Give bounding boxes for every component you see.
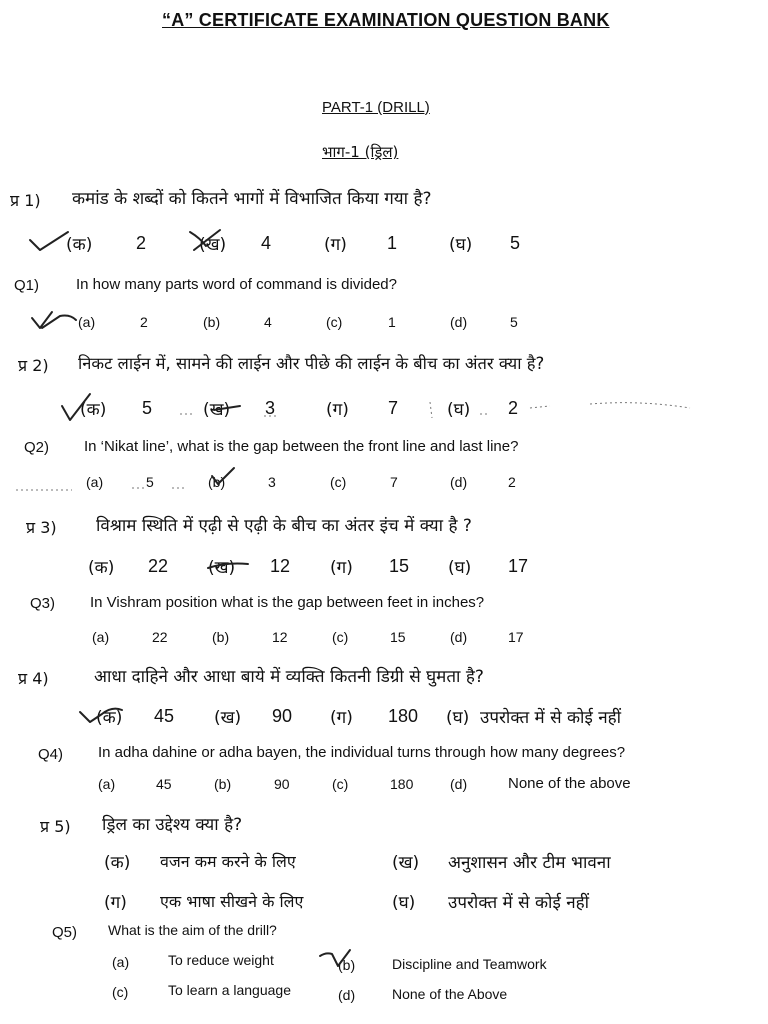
option-value: 5 (142, 398, 153, 418)
option-label: (d) (338, 987, 356, 1003)
option-value: 7 (390, 474, 398, 490)
question-text: In Vishram position what is the gap between feet in inches? (90, 594, 485, 611)
option-label: (c) (326, 314, 343, 330)
option-label: (क) (80, 400, 107, 420)
option-value: None of the above (508, 775, 631, 792)
option-value: 22 (152, 629, 168, 645)
option-value: 2 (140, 314, 148, 330)
option-label: (ग) (330, 558, 353, 578)
option-value: 15 (390, 629, 406, 645)
option-value: 5 (510, 314, 518, 330)
option-value: 4 (264, 314, 272, 330)
option-label: (ख) (392, 853, 420, 873)
option-label: (a) (92, 629, 110, 645)
option-label: (c) (332, 776, 349, 792)
option-label: (क) (66, 235, 93, 255)
question-number: प्र 5) (40, 817, 71, 836)
strikethrough-icon (186, 226, 226, 256)
option-label: (ख) (214, 708, 242, 728)
option-value: 3 (265, 398, 276, 418)
checkmark-icon (318, 948, 352, 972)
checkmark-icon (30, 308, 80, 332)
question-text: In how many parts word of command is divided? (76, 276, 397, 293)
part-heading-english: PART-1 (DRILL) (322, 99, 430, 116)
option-label: (a) (78, 314, 96, 330)
option-label: (c) (330, 474, 347, 490)
option-value: 5 (146, 474, 154, 490)
option-label: (घ) (448, 558, 472, 578)
option-label: (b) (203, 314, 221, 330)
option-value: 45 (156, 776, 172, 792)
option-value: Discipline and Teamwork (392, 956, 547, 972)
question-number: Q3) (30, 595, 56, 612)
option-value: 17 (508, 556, 529, 576)
option-value: उपरोक्त में से कोई नहीं (448, 893, 590, 913)
option-value: 3 (268, 474, 276, 490)
option-label: (b) (208, 474, 226, 490)
option-value: 90 (272, 706, 293, 726)
option-label: (घ) (449, 235, 473, 255)
option-label: (ख) (199, 235, 227, 255)
question-number: प्र 2) (18, 356, 49, 375)
option-label: (c) (112, 984, 129, 1000)
question-number: Q4) (38, 746, 64, 763)
option-value: 17 (508, 629, 524, 645)
document-title: “A” CERTIFICATE EXAMINATION QUESTION BANK (162, 10, 610, 30)
option-label: (घ) (392, 893, 416, 913)
option-label: (ग) (104, 893, 127, 913)
option-value: 12 (270, 556, 291, 576)
option-value: 4 (261, 233, 272, 253)
question-number: प्र 4) (18, 669, 49, 688)
option-label: (a) (98, 776, 116, 792)
option-value: 1 (387, 233, 398, 253)
pencil-scribble (170, 396, 730, 426)
option-value: 90 (274, 776, 290, 792)
option-label: (ग) (330, 708, 353, 728)
option-label: (क) (104, 853, 131, 873)
option-value: None of the Above (392, 986, 508, 1002)
question-number: Q1) (14, 277, 40, 294)
question-text: ड्रिल का उद्देश्य क्या है? (102, 815, 243, 835)
checkmark-icon (208, 466, 238, 488)
option-value: 22 (148, 556, 169, 576)
option-label: (घ) (447, 400, 471, 420)
checkmark-icon (60, 392, 96, 424)
part-heading-hindi: भाग-1 (ड्रिल) (322, 143, 399, 161)
question-text: विश्राम स्थिति में एढ़ी से एढ़ी के बीच का अंतर इंच में क्या है ? (96, 516, 472, 536)
question-text: What is the aim of the drill? (108, 922, 277, 938)
checkmark-icon (28, 228, 72, 256)
option-label: (d) (450, 314, 468, 330)
option-label: (घ) (446, 708, 470, 728)
option-value: 2 (136, 233, 147, 253)
option-value: 7 (388, 398, 399, 418)
option-value: 5 (510, 233, 521, 253)
checkmark-icon (78, 702, 124, 726)
option-value: 12 (272, 629, 288, 645)
option-value: 1 (388, 314, 396, 330)
question-text: In adha dahine or adha bayen, the individual turns through how many degrees? (98, 744, 626, 761)
option-label: (d) (450, 776, 468, 792)
question-number: Q2) (24, 439, 50, 456)
option-value: To learn a language (168, 982, 291, 998)
option-label: (ख) (208, 558, 236, 578)
option-value: 15 (389, 556, 410, 576)
option-label: (a) (112, 954, 130, 970)
option-value: वजन कम करने के लिए (160, 852, 296, 871)
option-label: (ख) (203, 400, 231, 420)
option-label: (c) (332, 629, 349, 645)
option-label: (ग) (324, 235, 347, 255)
question-number: प्र 1) (10, 191, 41, 210)
option-label: (b) (214, 776, 232, 792)
option-label: (ग) (326, 400, 349, 420)
option-value: अनुशासन और टीम भावना (448, 853, 611, 873)
question-text: आधा दाहिने और आधा बाये में व्यक्ति कितनी डिग्री से घुमता है? (94, 667, 484, 687)
option-value: 2 (508, 398, 519, 418)
option-value: 180 (388, 706, 419, 726)
option-value: एक भाषा सीखने के लिए (160, 892, 304, 911)
option-value: 180 (390, 776, 414, 792)
option-label: (b) (212, 629, 230, 645)
strikethrough-icon (206, 556, 250, 576)
option-label: (d) (450, 474, 468, 490)
question-number: Q5) (52, 924, 78, 941)
option-label: (क) (88, 558, 115, 578)
option-label: (a) (86, 474, 104, 490)
option-label: (d) (450, 629, 468, 645)
question-number: प्र 3) (26, 518, 57, 537)
option-value: To reduce weight (168, 952, 274, 968)
option-value: उपरोक्त में से कोई नहीं (480, 708, 622, 728)
option-label: (क) (96, 708, 123, 728)
question-text: कमांड के शब्दों को कितने भागों में विभाजित किया गया है? (72, 189, 432, 209)
pencil-scribble (12, 482, 212, 498)
question-text: निकट लाईन में, सामने की लाईन और पीछे की लाईन के बीच का अंतर क्या है? (78, 354, 545, 373)
option-label: (b) (338, 957, 356, 973)
option-value: 2 (508, 474, 516, 490)
question-text: In ‘Nikat line’, what is the gap between the front line and last line? (84, 438, 519, 455)
option-value: 45 (154, 706, 175, 726)
